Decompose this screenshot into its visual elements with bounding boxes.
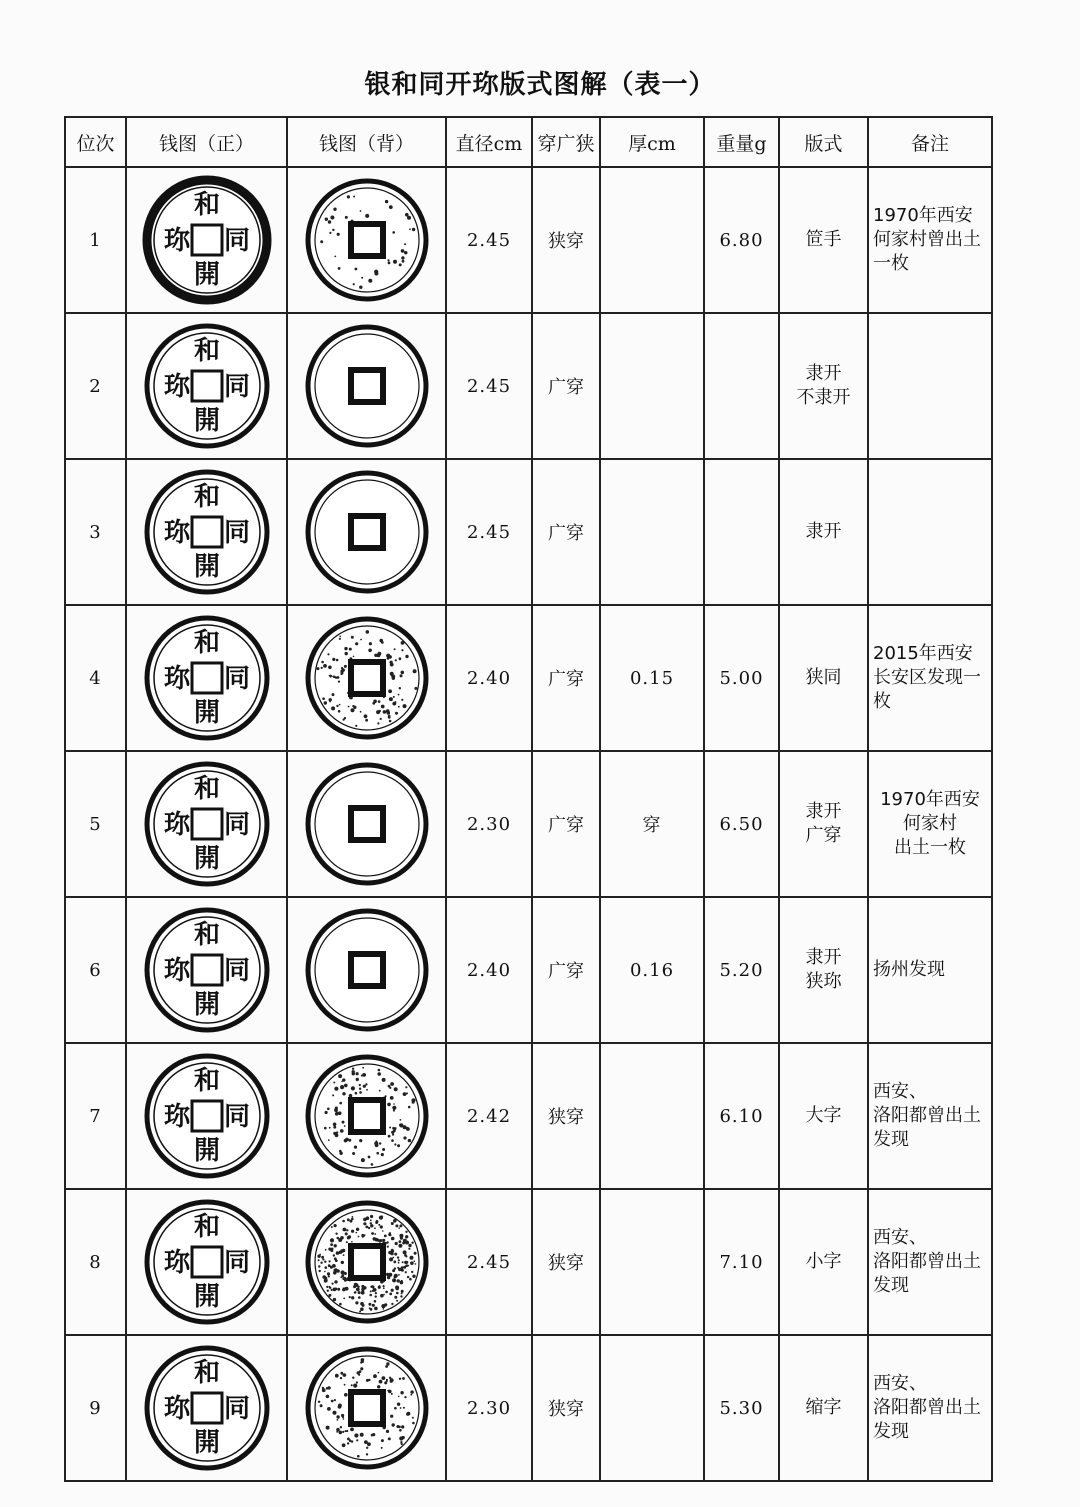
- remarks-cell: 扬州发现: [868, 897, 992, 1043]
- obverse-coin-cell: [126, 1335, 287, 1481]
- variety-cell: 笸手: [779, 167, 868, 313]
- diameter-cell: 2.40: [446, 605, 532, 751]
- coin-obverse-image: [142, 1343, 272, 1473]
- coin-reverse-image: [302, 1051, 432, 1181]
- variety-cell: 隶开 狭珎: [779, 897, 868, 1043]
- coin-char-right: 同: [223, 1102, 250, 1132]
- table-row: [65, 459, 992, 605]
- coin-char-left: 珎: [163, 226, 190, 256]
- header-hole-width: 穿广狭: [532, 117, 600, 167]
- reverse-coin-cell: [287, 897, 446, 1043]
- variety-cell: 缩字: [779, 1335, 868, 1481]
- coin-char-left: 珎: [163, 1102, 190, 1132]
- rank-cell: 5: [65, 751, 126, 897]
- coin-char-left: 珎: [163, 1394, 190, 1424]
- thickness-cell: [600, 167, 704, 313]
- weight-cell: 5.30: [704, 1335, 779, 1481]
- coin-char-top: 和: [193, 1212, 220, 1242]
- thickness-cell: [600, 1043, 704, 1189]
- coin-reverse-image: [302, 759, 432, 889]
- weight-cell: 5.00: [704, 605, 779, 751]
- coin-char-top: 和: [193, 920, 220, 950]
- table-row: [65, 1335, 992, 1481]
- remarks-cell: 西安、 洛阳都曾出土 发现: [868, 1189, 992, 1335]
- remarks-cell: [868, 459, 992, 605]
- obverse-coin-cell: [126, 313, 287, 459]
- coin-obverse-image: [142, 1051, 272, 1181]
- coin-obverse-image: [142, 321, 272, 451]
- header-rank: 位次: [65, 117, 126, 167]
- coin-char-left: 珎: [163, 956, 190, 986]
- hole-width-cell: 狭穿: [532, 167, 600, 313]
- coin-reverse-image: [302, 905, 432, 1035]
- table-header-row: [65, 117, 992, 167]
- weight-cell: [704, 313, 779, 459]
- coin-char-top: 和: [193, 190, 220, 220]
- weight-cell: 6.10: [704, 1043, 779, 1189]
- coin-reverse-image: [302, 467, 432, 597]
- rank-cell: 9: [65, 1335, 126, 1481]
- variety-cell: 隶开 不隶开: [779, 313, 868, 459]
- coin-char-left: 珎: [163, 664, 190, 694]
- diameter-cell: 2.45: [446, 313, 532, 459]
- coin-char-right: 同: [223, 518, 250, 548]
- rank-cell: 6: [65, 897, 126, 1043]
- coin-obverse-image: [142, 613, 272, 743]
- coin-obverse-image: [142, 1197, 272, 1327]
- thickness-cell: [600, 459, 704, 605]
- coin-reverse-image: [302, 175, 432, 305]
- coin-char-bottom: 開: [193, 1136, 220, 1166]
- thickness-cell: [600, 1189, 704, 1335]
- diameter-cell: 2.40: [446, 897, 532, 1043]
- coin-char-right: 同: [223, 956, 250, 986]
- hole-width-cell: 广穿: [532, 897, 600, 1043]
- reverse-coin-cell: [287, 1043, 446, 1189]
- remarks-cell: 2015年西安长安区发现一枚: [868, 605, 992, 751]
- coin-char-top: 和: [193, 774, 220, 804]
- remarks-cell: 1970年西安何家村曾出土一枚: [868, 167, 992, 313]
- coin-reverse-image: [302, 613, 432, 743]
- hole-width-cell: 广穿: [532, 459, 600, 605]
- obverse-coin-cell: [126, 751, 287, 897]
- reverse-coin-cell: [287, 167, 446, 313]
- hole-width-cell: 广穿: [532, 313, 600, 459]
- rank-cell: 3: [65, 459, 126, 605]
- diameter-cell: 2.30: [446, 751, 532, 897]
- coin-obverse-image: [142, 175, 272, 305]
- thickness-cell: 0.15: [600, 605, 704, 751]
- coin-char-right: 同: [223, 810, 250, 840]
- coin-char-right: 同: [223, 1394, 250, 1424]
- coin-char-left: 珎: [163, 518, 190, 548]
- reverse-coin-cell: [287, 751, 446, 897]
- table-row: [65, 1189, 992, 1335]
- remarks-cell: 1970年西安 何家村 出土一枚: [868, 751, 992, 897]
- hole-width-cell: 狭穿: [532, 1043, 600, 1189]
- obverse-coin-cell: [126, 1043, 287, 1189]
- diameter-cell: 2.45: [446, 1189, 532, 1335]
- obverse-coin-cell: [126, 167, 287, 313]
- thickness-cell: [600, 1335, 704, 1481]
- coin-char-bottom: 開: [193, 990, 220, 1020]
- coin-char-bottom: 開: [193, 260, 220, 290]
- page-title: 银和同开珎版式图解（表一）: [364, 70, 716, 100]
- coin-char-top: 和: [193, 628, 220, 658]
- coin-char-bottom: 開: [193, 1282, 220, 1312]
- reverse-coin-cell: [287, 459, 446, 605]
- coin-obverse-image: [142, 759, 272, 889]
- coin-char-left: 珎: [163, 810, 190, 840]
- coin-char-bottom: 開: [193, 698, 220, 728]
- variety-cell: 隶开: [779, 459, 868, 605]
- coin-char-right: 同: [223, 664, 250, 694]
- weight-cell: [704, 459, 779, 605]
- weight-cell: 6.80: [704, 167, 779, 313]
- reverse-coin-cell: [287, 1335, 446, 1481]
- obverse-coin-cell: [126, 459, 287, 605]
- weight-cell: 6.50: [704, 751, 779, 897]
- coin-reverse-image: [302, 321, 432, 451]
- thickness-cell: [600, 313, 704, 459]
- obverse-coin-cell: [126, 1189, 287, 1335]
- rank-cell: 2: [65, 313, 126, 459]
- hole-width-cell: 狭穿: [532, 1335, 600, 1481]
- header-weight: 重量g: [704, 117, 779, 167]
- header-variety: 版式: [779, 117, 868, 167]
- coin-char-top: 和: [193, 336, 220, 366]
- header-thickness: 厚cm: [600, 117, 704, 167]
- weight-cell: 7.10: [704, 1189, 779, 1335]
- coin-char-right: 同: [223, 372, 250, 402]
- reverse-coin-cell: [287, 1189, 446, 1335]
- coin-char-bottom: 開: [193, 1428, 220, 1458]
- coin-char-top: 和: [193, 1358, 220, 1388]
- thickness-cell: 穿: [600, 751, 704, 897]
- remarks-cell: 西安、 洛阳都曾出土 发现: [868, 1043, 992, 1189]
- variety-cell: 小字: [779, 1189, 868, 1335]
- coin-char-right: 同: [223, 1248, 250, 1278]
- coin-variety-table: [64, 116, 993, 1482]
- hole-width-cell: 广穿: [532, 751, 600, 897]
- diameter-cell: 2.45: [446, 167, 532, 313]
- header-reverse-image: 钱图（背）: [287, 117, 446, 167]
- coin-char-bottom: 開: [193, 844, 220, 874]
- obverse-coin-cell: [126, 897, 287, 1043]
- coin-obverse-image: [142, 905, 272, 1035]
- reverse-coin-cell: [287, 605, 446, 751]
- coin-char-bottom: 開: [193, 552, 220, 582]
- table-row: [65, 897, 992, 1043]
- reverse-coin-cell: [287, 313, 446, 459]
- remarks-cell: 西安、 洛阳都曾出土 发现: [868, 1335, 992, 1481]
- table-row: [65, 167, 992, 313]
- coin-char-top: 和: [193, 1066, 220, 1096]
- weight-cell: 5.20: [704, 897, 779, 1043]
- variety-cell: 隶开 广穿: [779, 751, 868, 897]
- coin-char-left: 珎: [163, 1248, 190, 1278]
- rank-cell: 7: [65, 1043, 126, 1189]
- thickness-cell: 0.16: [600, 897, 704, 1043]
- hole-width-cell: 狭穿: [532, 1189, 600, 1335]
- rank-cell: 4: [65, 605, 126, 751]
- coin-char-left: 珎: [163, 372, 190, 402]
- obverse-coin-cell: [126, 605, 287, 751]
- rank-cell: 1: [65, 167, 126, 313]
- coin-char-top: 和: [193, 482, 220, 512]
- rank-cell: 8: [65, 1189, 126, 1335]
- diameter-cell: 2.42: [446, 1043, 532, 1189]
- coin-obverse-image: [142, 467, 272, 597]
- coin-reverse-image: [302, 1343, 432, 1473]
- table-row: [65, 1043, 992, 1189]
- coin-char-bottom: 開: [193, 406, 220, 436]
- table-row: [65, 751, 992, 897]
- diameter-cell: 2.30: [446, 1335, 532, 1481]
- header-diameter: 直径cm: [446, 117, 532, 167]
- header-obverse-image: 钱图（正）: [126, 117, 287, 167]
- table-row: [65, 605, 992, 751]
- diameter-cell: 2.45: [446, 459, 532, 605]
- coin-char-right: 同: [223, 226, 250, 256]
- table-row: [65, 313, 992, 459]
- coin-reverse-image: [302, 1197, 432, 1327]
- variety-cell: 狭同: [779, 605, 868, 751]
- header-remarks: 备注: [868, 117, 992, 167]
- variety-cell: 大字: [779, 1043, 868, 1189]
- remarks-cell: [868, 313, 992, 459]
- hole-width-cell: 广穿: [532, 605, 600, 751]
